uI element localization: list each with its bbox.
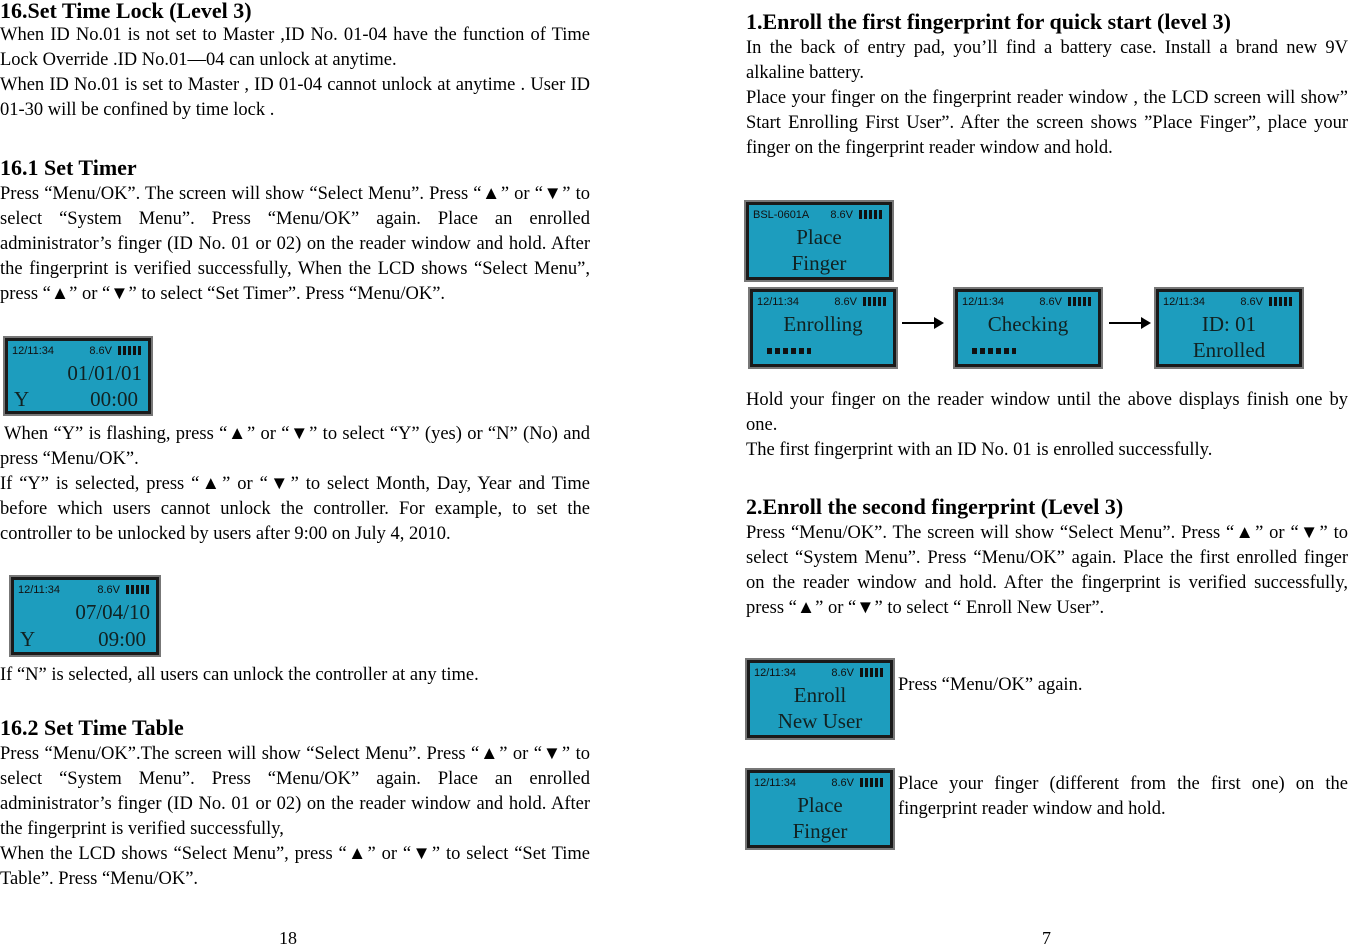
lcd-flag: Y bbox=[20, 627, 36, 651]
lcd-status-time: 12/11:34 bbox=[962, 296, 1005, 308]
battery-icon bbox=[1068, 297, 1092, 306]
progress-dots-icon bbox=[972, 348, 1016, 354]
lcd-time: 00:00 bbox=[90, 387, 138, 411]
lcd-voltage: 8.6V bbox=[831, 777, 854, 789]
lcd-set-timer-example bbox=[11, 577, 159, 655]
lcd-line-1: ID: 01 bbox=[1201, 312, 1257, 336]
battery-icon bbox=[126, 585, 150, 594]
section-16-para-2: When ID No.01 is set to Master , ID 01-04 cannot unlock at anytime . User ID 01-30 will be confined by time lock . bbox=[0, 75, 590, 120]
section-16-1-para-4: If “N” is selected, all users can unlock the controller at any time. bbox=[0, 665, 479, 685]
lcd-voltage: 8.6V bbox=[830, 209, 853, 221]
lcd-line-1: Enrolling bbox=[783, 312, 863, 336]
lcd-voltage: 8.6V bbox=[834, 296, 857, 308]
lcd-status-time: 12/11:34 bbox=[754, 777, 797, 789]
section-16-para-1: When ID No.01 is not set to Master ,ID No. 01-04 have the function of Time Lock Override .ID No.01—04 can unlock at anytime. bbox=[0, 25, 590, 70]
section-1-para-2: Place your finger on the fingerprint reader window , the LCD screen will show” Start Enrolling First User”. After the screen shows ”Place Finger”, place your finger on the fingerprint reader window and hold. bbox=[746, 88, 1348, 158]
lcd-status-time: 12/11:34 bbox=[757, 296, 800, 308]
lcd-voltage: 8.6V bbox=[1240, 296, 1263, 308]
lcd-status-time: 12/11:34 bbox=[754, 667, 797, 679]
battery-icon bbox=[118, 346, 142, 355]
lcd-voltage: 8.6V bbox=[97, 584, 120, 596]
lcd-place-finger-second bbox=[747, 770, 893, 848]
lcd-line-2: New User bbox=[777, 709, 863, 733]
battery-icon bbox=[860, 668, 884, 677]
battery-icon bbox=[1269, 297, 1293, 306]
battery-icon bbox=[860, 778, 884, 787]
section-2-para-1: Press “Menu/OK”. The screen will show “Select Menu”. Press “▲” or “▼” to select “System Menu”. Press “Menu/OK” again. Place the first enrolled finger on the reader window and hold. After the fingerprint is verified successfully, press “▲” or “▼” to select “ Enroll New User”. bbox=[746, 523, 1348, 618]
lcd-voltage: 8.6V bbox=[89, 345, 112, 357]
lcd-line-2: Enrolled bbox=[1192, 338, 1266, 362]
lcd-line-2: Finger bbox=[792, 819, 848, 843]
lcd-model-id: BSL-0601A bbox=[753, 209, 810, 221]
battery-icon bbox=[863, 297, 887, 306]
lcd-line-1: Enroll bbox=[793, 683, 847, 707]
arrow-right-icon bbox=[902, 322, 942, 324]
battery-icon bbox=[859, 210, 883, 219]
lcd-voltage: 8.6V bbox=[1039, 296, 1062, 308]
lcd-line-1: Checking bbox=[987, 312, 1069, 336]
section-16-1-heading: 16.1 Set Timer bbox=[0, 155, 137, 180]
lcd-status-time: 12/11:34 bbox=[1163, 296, 1206, 308]
section-16-1-para-1: Press “Menu/OK”. The screen will show “Select Menu”. Press “▲” or “▼” to select “System Menu”. Press “Menu/OK” again. Place an enrolled administrator’s finger (ID No. 01 or 02) on the reader window and hold. After the fingerprint is verified successfully, When the LCD shows “Select Menu”, press “▲” or “▼” to select “Set Timer”. Press “Menu/OK”. bbox=[0, 184, 590, 304]
lcd-voltage: 8.6V bbox=[831, 667, 854, 679]
section-1-para-1: In the back of entry pad, you’ll find a battery case. Install a brand new 9V alkaline battery. bbox=[746, 38, 1348, 83]
progress-dots-icon bbox=[767, 348, 811, 354]
arrow-right-icon bbox=[1109, 322, 1149, 324]
lcd-place-finger-start bbox=[746, 202, 892, 280]
section-16-2-heading: 16.2 Set Time Table bbox=[0, 715, 184, 740]
lcd-checking bbox=[955, 289, 1101, 367]
lcd-date: 01/01/01 bbox=[67, 361, 142, 385]
lcd-flag: Y bbox=[14, 387, 30, 411]
lcd-time: 09:00 bbox=[98, 627, 146, 651]
lcd-line-1: Place bbox=[797, 793, 843, 817]
section-16-1-para-3: If “Y” is selected, press “▲” or “▼” to select Month, Day, Year and Time before which users cannot unlock the controller. For example, to set the controller to be unlocked by users after 9:00 on July 4, 2010. bbox=[0, 474, 590, 544]
section-1-heading: 1.Enroll the first fingerprint for quick start (level 3) bbox=[746, 9, 1231, 34]
lcd-enrolling bbox=[750, 289, 896, 367]
section-16-1-para-2: When “Y” is flashing, press “▲” or “▼” to select “Y” (yes) or “N” (No) and press “Menu/OK”. bbox=[0, 424, 590, 469]
section-2-heading: 2.Enroll the second fingerprint (Level 3) bbox=[746, 494, 1124, 519]
lcd-line-1: Place bbox=[796, 225, 842, 249]
lcd-line-2: Finger bbox=[791, 251, 847, 275]
section-1-para-4: The first fingerprint with an ID No. 01 is enrolled successfully. bbox=[746, 440, 1213, 460]
section-2-para-2: Press “Menu/OK” again. bbox=[898, 675, 1083, 695]
section-2-para-3: Place your finger (different from the first one) on the fingerprint reader window and hold. bbox=[898, 774, 1348, 819]
section-16-2-para-1: Press “Menu/OK”.The screen will show “Select Menu”. Press “▲” or “▼” to select “System Menu”. Press “Menu/OK” again. Place an enrolled administrator’s finger (ID No. 01 or 02) on the reader window and hold. After the fingerprint is verified successfully, bbox=[0, 744, 590, 839]
section-1-para-3: Hold your finger on the reader window until the above displays finish one by one. bbox=[746, 390, 1348, 435]
lcd-set-timer-default bbox=[5, 338, 151, 414]
lcd-status-time: 12/11:34 bbox=[12, 345, 55, 357]
page-number-left: 18 bbox=[279, 928, 297, 948]
lcd-date: 07/04/10 bbox=[75, 600, 150, 624]
section-16-heading: 16.Set Time Lock (Level 3) bbox=[0, 0, 252, 23]
lcd-enroll-new-user bbox=[747, 660, 893, 738]
page-number-right: 7 bbox=[1042, 928, 1051, 948]
section-16-2-para-2: When the LCD shows “Select Menu”, press “▲” or “▼” to select “Set Time Table”. Press “Menu/OK”. bbox=[0, 844, 590, 889]
lcd-enrolled bbox=[1156, 289, 1302, 367]
lcd-status-time: 12/11:34 bbox=[18, 584, 61, 596]
